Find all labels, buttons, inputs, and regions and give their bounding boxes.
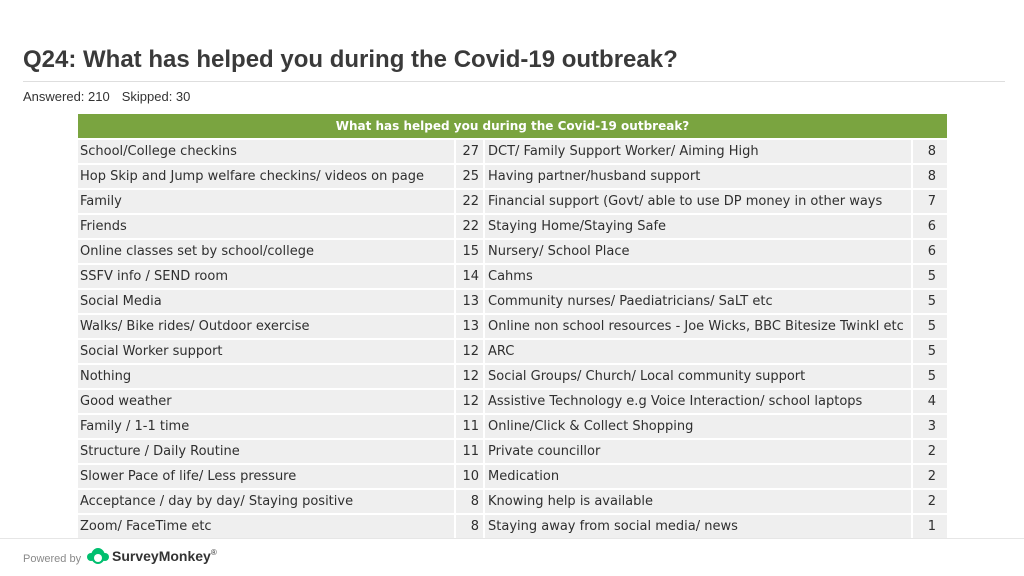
table-row [78,415,947,438]
left-response-count: 12 [456,365,483,388]
table-body [78,140,947,538]
table-row [78,240,947,263]
left-response-count: 11 [456,440,483,463]
left-response-label: Family / 1-1 time [78,415,454,438]
left-response-label: Nothing [78,365,454,388]
table-row [78,515,947,538]
left-response-label: Zoom/ FaceTime etc [78,515,454,538]
left-response-count: 13 [456,290,483,313]
left-response-count: 8 [456,515,483,538]
left-response-count: 22 [456,190,483,213]
right-response-label: Social Groups/ Church/ Local community support [485,365,911,388]
left-response-count: 22 [456,215,483,238]
responses-table [78,114,947,538]
right-response-label: Financial support (Govt/ able to use DP money in other ways [485,190,911,213]
right-response-label: Private councillor [485,440,911,463]
right-response-count: 8 [913,140,947,163]
right-response-count: 2 [913,440,947,463]
left-response-label: Good weather [78,390,454,413]
answered-count: Answered: 210 [23,89,110,104]
table-row [78,365,947,388]
right-response-label: Cahms [485,265,911,288]
left-response-count: 25 [456,165,483,188]
left-response-label: Online classes set by school/college [78,240,454,263]
page-title: Q24: What has helped you during the Covid-19 outbreak? [23,46,678,73]
table-row [78,290,947,313]
right-response-label: Community nurses/ Paediatricians/ SaLT etc [485,290,911,313]
right-response-count: 8 [913,165,947,188]
right-response-label: Staying away from social media/ news [485,515,911,538]
left-response-count: 12 [456,340,483,363]
left-response-count: 13 [456,315,483,338]
right-response-label: Having partner/husband support [485,165,911,188]
table-row [78,265,947,288]
right-response-count: 5 [913,365,947,388]
table-row [78,490,947,513]
left-response-label: Structure / Daily Routine [78,440,454,463]
right-response-count: 5 [913,290,947,313]
table-row [78,465,947,488]
surveymonkey-logo-icon [86,547,110,565]
right-response-label: Assistive Technology e.g Voice Interaction/ school laptops [485,390,911,413]
left-response-count: 8 [456,490,483,513]
left-response-count: 14 [456,265,483,288]
table-row [78,140,947,163]
left-response-count: 12 [456,390,483,413]
right-response-label: Medication [485,465,911,488]
table-row [78,190,947,213]
right-response-label: Nursery/ School Place [485,240,911,263]
powered-by-label: Powered by [23,553,82,565]
table-heading: What has helped you during the Covid-19 outbreak? [78,114,947,138]
right-response-count: 5 [913,340,947,363]
left-response-label: Friends [78,215,454,238]
table-row [78,165,947,188]
right-response-count: 6 [913,240,947,263]
left-response-label: Slower Pace of life/ Less pressure [78,465,454,488]
right-response-label: DCT/ Family Support Worker/ Aiming High [485,140,911,163]
left-response-label: SSFV info / SEND room [78,265,454,288]
right-response-label: Online/Click & Collect Shopping [485,415,911,438]
title-divider [23,81,1005,82]
brand-name: SurveyMonkey® [112,548,217,564]
left-response-label: Family [78,190,454,213]
right-response-label: Online non school resources - Joe Wicks, BBC Bitesize Twinkl etc [485,315,911,338]
right-response-count: 5 [913,315,947,338]
right-response-count: 5 [913,265,947,288]
right-response-count: 3 [913,415,947,438]
table-row [78,215,947,238]
left-response-label: Walks/ Bike rides/ Outdoor exercise [78,315,454,338]
left-response-count: 10 [456,465,483,488]
left-response-label: Hop Skip and Jump welfare checkins/ videos on page [78,165,454,188]
left-response-count: 11 [456,415,483,438]
response-stats [23,89,202,104]
right-response-count: 4 [913,390,947,413]
left-response-label: Social Media [78,290,454,313]
right-response-label: Staying Home/Staying Safe [485,215,911,238]
footer-divider [0,538,1024,539]
table-row [78,390,947,413]
table-row [78,315,947,338]
skipped-count: Skipped: 30 [121,89,191,104]
right-response-label: Knowing help is available [485,490,911,513]
table-row [78,440,947,463]
surveymonkey-logo[interactable] [86,547,217,565]
right-response-label: ARC [485,340,911,363]
right-response-count: 6 [913,215,947,238]
right-response-count: 1 [913,515,947,538]
right-response-count: 2 [913,490,947,513]
right-response-count: 7 [913,190,947,213]
right-response-count: 2 [913,465,947,488]
left-response-count: 15 [456,240,483,263]
table-row [78,340,947,363]
left-response-label: Social Worker support [78,340,454,363]
left-response-label: School/College checkins [78,140,454,163]
left-response-count: 27 [456,140,483,163]
left-response-label: Acceptance / day by day/ Staying positive [78,490,454,513]
